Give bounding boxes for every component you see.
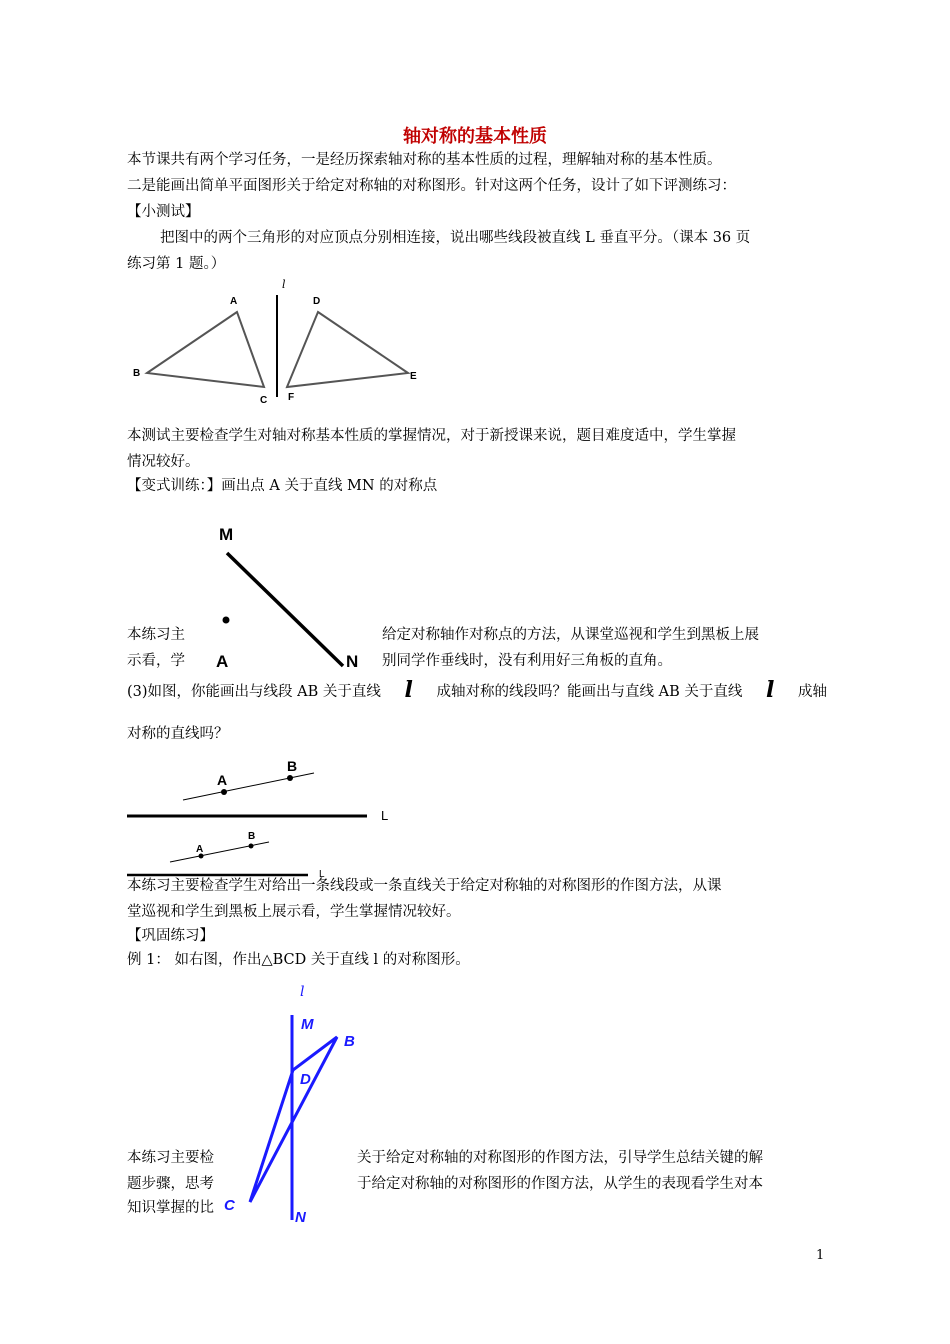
label-b-blue: B <box>344 1033 355 1050</box>
segment-ab-upper <box>183 773 314 800</box>
label-m: M <box>219 525 234 544</box>
ab-line-figure <box>125 755 405 880</box>
label-b-upper: B <box>287 758 298 774</box>
label-l-lower: L <box>319 869 325 880</box>
label-c-blue: C <box>224 1197 235 1214</box>
part3-comment-line-1: 本练习主要检查学生对给出一条线段或一条直线关于给定对称轴的对称图形的作图方法，从课 <box>127 878 722 894</box>
page-number: 1 <box>816 1248 825 1263</box>
label-d-blue: D <box>300 1071 311 1088</box>
quiz-comment-line-2: 情况较好。 <box>127 454 200 470</box>
part3-q-b: 成轴对称的线段吗？能画出与直线 AB 关于直线 <box>436 684 743 700</box>
point-b-lower <box>249 844 254 849</box>
consolidation-comment-1-left: 本练习主要检 <box>127 1150 214 1166</box>
point-a-upper <box>221 789 227 795</box>
line-l-symbol-1: l <box>404 677 413 703</box>
page-title: 轴对称的基本性质 <box>403 126 547 147</box>
label-e: E <box>410 371 417 382</box>
point-a <box>223 617 230 624</box>
line-l-symbol-2: l <box>765 677 775 703</box>
quiz-comment-line-1: 本测试主要检查学生对轴对称基本性质的掌握情况，对于新授课来说，题目难度适中，学生掌握 <box>127 428 736 444</box>
label-b-lower: B <box>248 831 256 842</box>
label-m-blue: M <box>301 1016 314 1033</box>
variant-comment-2-left: 示看，学 <box>127 653 185 669</box>
part3-q-c: 成轴 <box>797 684 827 700</box>
segment-ab-lower <box>170 842 269 862</box>
triangles-figure <box>120 276 440 412</box>
intro-line-1: 本节课共有两个学习任务，一是经历探索轴对称的基本性质的过程，理解轴对称的基本性质。 <box>127 152 722 168</box>
label-a-upper: A <box>217 772 228 788</box>
variant-comment-2-right: 别同学作垂线时，没有利用好三角板的直角。 <box>382 653 672 669</box>
point-b-upper <box>287 775 293 781</box>
bcd-figure <box>220 980 380 1230</box>
label-l-upper: L <box>381 808 389 823</box>
label-n-blue: N <box>295 1209 306 1226</box>
variant-comment-1-left: 本练习主 <box>127 627 185 643</box>
consolidation-comment-2-right: 于给定对称轴的对称图形的作图方法，从学生的表现看学生对本 <box>357 1176 763 1192</box>
label-axis-l: l <box>282 278 286 291</box>
intro-line-2: 二是能画出简单平面图形关于给定对称轴的对称图形。针对这两个任务，设计了如下评测练习： <box>127 178 736 194</box>
part3-comment-line-2: 堂巡视和学生到黑板上展示看，学生掌握情况较好。 <box>127 904 461 920</box>
triangle-def <box>287 312 408 387</box>
part3-q-a: (3)如图，你能画出与线段 AB 关于直线 <box>127 684 381 700</box>
label-b: B <box>133 368 141 379</box>
consolidation-comment-2-left: 题步骤，思考 <box>127 1176 214 1192</box>
label-a-point: A <box>216 652 229 671</box>
label-f: F <box>288 392 295 403</box>
label-a-lower: A <box>196 844 204 855</box>
consolidation-heading: 【巩固练习】 <box>127 928 214 944</box>
consolidation-example: 例 1： 如右图，作出△BCD 关于直线 l 的对称图形。 <box>127 952 470 968</box>
part3-question-line-2: 对称的直线吗？ <box>127 726 229 742</box>
quiz-question-line-1: 把图中的两个三角形的对应顶点分别相连接，说出哪些线段被直线 L 垂直平分。（课本 36 页 <box>160 230 751 246</box>
variant-comment-1-right: 给定对称轴作对称点的方法，从课堂巡视和学生到黑板上展 <box>382 627 759 643</box>
consolidation-comment-3-left: 知识掌握的比 <box>127 1200 214 1216</box>
label-l-blue: l <box>300 984 305 1000</box>
triangle-abc <box>147 312 264 387</box>
mn-figure <box>210 520 380 675</box>
label-d: D <box>313 296 321 307</box>
label-c: C <box>260 395 268 406</box>
line-mn <box>227 553 343 666</box>
variant-heading: 【变式训练：】画出点 A 关于直线 MN 的对称点 <box>127 478 438 494</box>
consolidation-comment-1-right: 关于给定对称轴的对称图形的作图方法，引导学生总结关键的解 <box>357 1150 763 1166</box>
label-a: A <box>230 296 238 307</box>
label-n: N <box>346 652 359 671</box>
quiz-heading: 【小测试】 <box>127 204 200 220</box>
quiz-question-line-2: 练习第 1 题。） <box>127 256 226 272</box>
part3-question-line-1 <box>127 677 827 703</box>
